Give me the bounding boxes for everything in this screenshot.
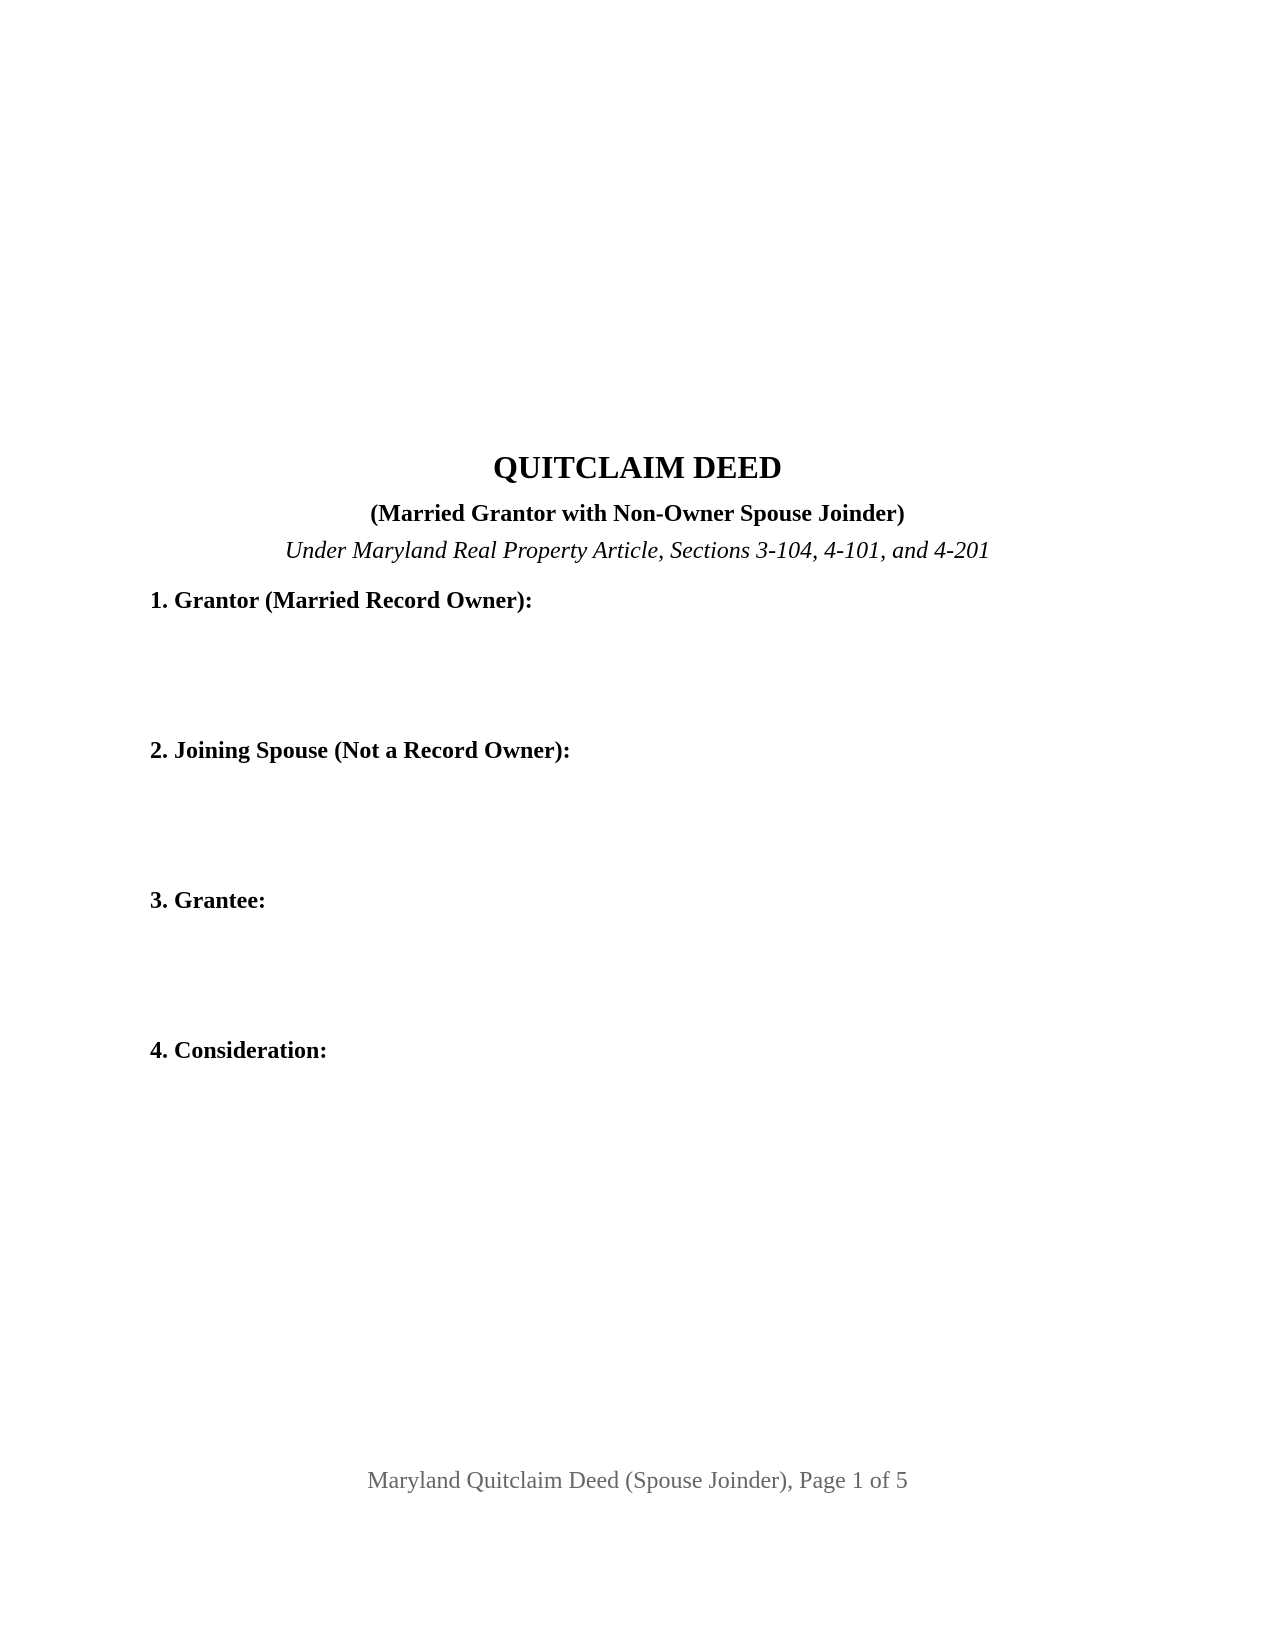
document-subtitle: (Married Grantor with Non-Owner Spouse Joinder) xyxy=(370,501,905,527)
statute-reference: Under Maryland Real Property Article, Sections 3-104, 4-101, and 4-201 xyxy=(284,538,991,564)
page-footer: Maryland Quitclaim Deed (Spouse Joinder), Page 1 of 5 xyxy=(367,1468,908,1494)
section-heading-grantee: 3. Grantee: xyxy=(150,888,266,914)
section-heading-grantor: 1. Grantor (Married Record Owner): xyxy=(150,588,533,614)
section-heading-joining-spouse: 2. Joining Spouse (Not a Record Owner): xyxy=(150,738,571,764)
document-title: QUITCLAIM DEED xyxy=(493,449,782,485)
section-heading-consideration: 4. Consideration: xyxy=(150,1038,328,1064)
